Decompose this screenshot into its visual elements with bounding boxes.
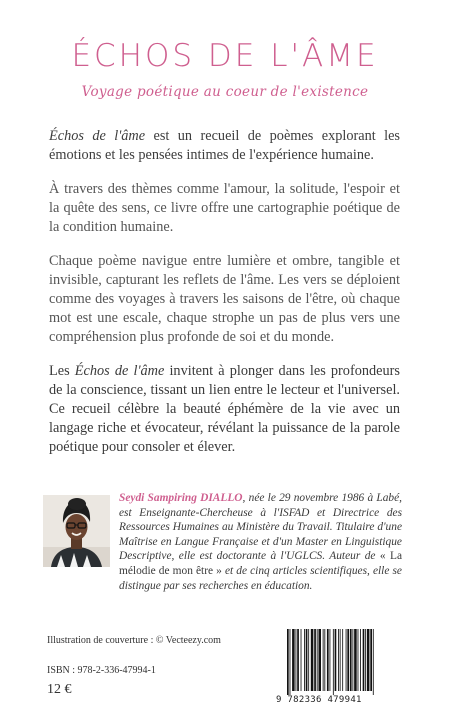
barcode (285, 629, 406, 695)
barcode-digits: 9 782336 479941 (276, 695, 362, 705)
author-photo (43, 495, 110, 567)
book-title: ÉCHOS DE L'ÂME (71, 38, 379, 74)
bio-text: et de cinq articles scientifiques, elle se distingue par ses recherches en éducation. (119, 564, 402, 592)
illustration-credit: Illustration de couverture : © Vecteezy.com (47, 635, 221, 646)
bio-work-title: « La mélodie de mon être » (119, 550, 402, 577)
blurb-paragraph-2: À travers des thèmes comme l'amour, la solitude, l'espoir et la quête des sens, ce livre offre une cartographie poétique de la condition humaine. (49, 181, 400, 235)
bio-text: , née le 29 novembre 1986 à Labé, est Enseignante-Chercheuse à l'ISFAD et Directrice des Ressources Humaines au Ministère du Travail. Titulaire d'une Maîtrise en Langue Française et d'un Master en Linguistique Descriptive, elle est doctorante à l'UGLCS. Auteur de (119, 492, 403, 563)
blurb-text: invitent à plonger dans les profondeurs de la conscience, tissant un lien entre le lecteur et l'universel. Ce recueil célèbre la beauté éphémère de la vie avec un langage riche et évocateur, révélant la puissance de la parole poétique pour consoler et élever. (49, 363, 400, 455)
isbn: ISBN : 978-2-336-47994-1 (47, 665, 156, 676)
price: 12 € (47, 682, 72, 697)
blurb-text: Les (49, 363, 75, 379)
title-reference: Échos de l'âme (74, 363, 165, 379)
back-cover-blurb (49, 127, 400, 472)
blurb-paragraph-3: Chaque poème navigue entre lumière et ombre, tangible et invisible, capturant les reflets de l'âme. Les vers se déploient comme des voyages à travers les saisons de l'être, où chaque mot est une escale, chaque strophe un pas de plus vers une compréhension plus profonde de soi et du monde. (49, 253, 400, 345)
blurb-paragraph-1 (49, 127, 400, 165)
blurb-text: est un recueil de poèmes explorant les émotions et les pensées intimes de l'expérience humaine. (49, 128, 400, 163)
author-biography (119, 491, 402, 593)
blurb-paragraph-4 (49, 362, 400, 457)
author-name: Seydi Sampiring DIALLO (119, 492, 243, 504)
title-reference: Échos de l'âme (49, 128, 146, 144)
book-subtitle: Voyage poétique au coeur de l'existence (81, 84, 369, 100)
